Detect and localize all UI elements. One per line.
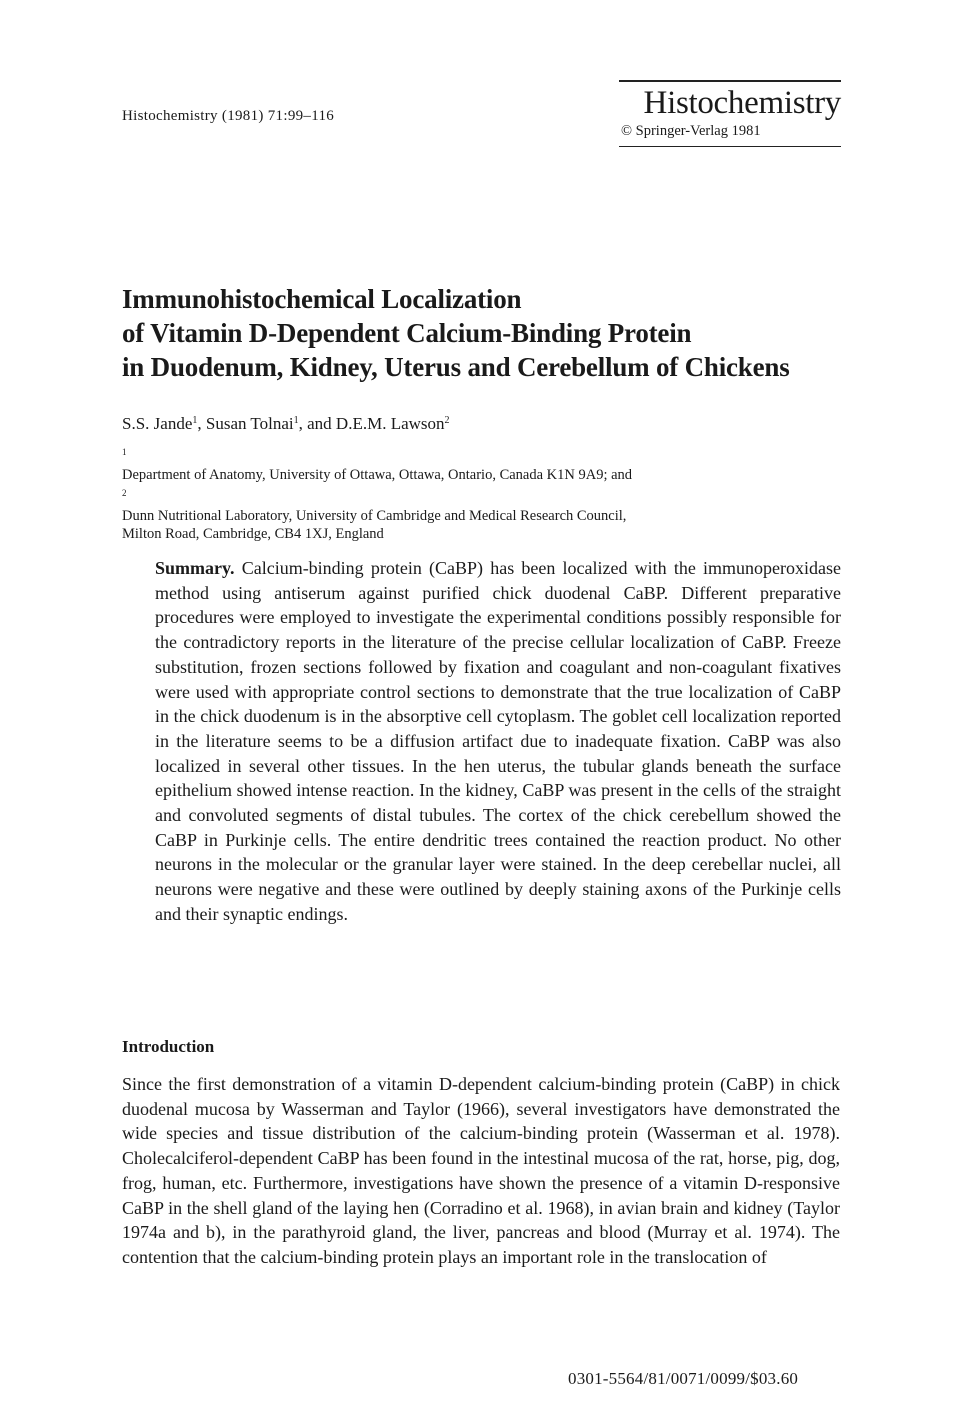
- author-name: D.E.M. Lawson: [335, 414, 445, 433]
- author-name: S.S. Jande: [122, 414, 193, 433]
- summary-text: Calcium-binding protein (CaBP) has been localized with the immunoperoxidase method using antiserum against purified chick duodenal CaBP. Different preparative procedures were employed to investigate the experimental conditions possibly responsible for the contradictory reports in the literature of the precise cellular localization of CaBP. Freeze substitution, frozen sections followed by fixation and coagulant and non-coagulant fixatives were used with appropriate control sections to demonstrate that the true localization of CaBP in the chick duodenum is in the absorptive cell cytoplasm. The goblet cell localization reported in the literature seems to be a diffusion artifact due to inadequate fixation. CaBP was also localized in several other tissues. In the hen uterus, the tubular glands beneath the surface epithelium showed intense reaction. In the kidney, CaBP was present in the cells of the straight and convoluted segments of distal tubules. The cortex of the chick cerebellum showed the CaBP in Purkinje cells. The entire dendritic trees contained the reaction product. No other neurons in the molecular or the granular layer were stained. In the deep cerebellar nuclei, all neurons were negative and these were outlined by deeply staining axons of the Purkinje cells and their synaptic endings.: [155, 558, 841, 924]
- author-separator: ,: [197, 414, 206, 433]
- title-line: in Duodenum, Kidney, Uterus and Cerebellum of Chickens: [122, 352, 790, 382]
- affiliation-mark: 1: [122, 447, 127, 457]
- journal-citation: Histochemistry (1981) 71:99–116: [122, 108, 335, 124]
- affiliation-text: Department of Anatomy, University of Ottawa, Ottawa, Ontario, Canada K1N 9A9; and: [122, 466, 633, 483]
- publisher-copyright: © Springer-Verlag 1981: [621, 123, 761, 139]
- summary-label: Summary.: [155, 558, 235, 578]
- affiliation-line: [122, 525, 842, 544]
- masthead-top-rule: [619, 80, 841, 82]
- introduction-paragraph: Since the first demonstration of a vitamin D-dependent calcium-binding protein (CaBP) in chick duodenal mucosa by Wasserman and Taylor (1966), several investigators have demonstrated the wide species and tissue distribution of the calcium-binding protein (Wasserman et al. 1978). Cholecalciferol-dependent CaBP has been found in the intestinal mucosa of the rat, horse, pig, dog, frog, human, etc. Furthermore, investigations have shown the presence of a vitamin D-responsive CaBP in the shell gland of the laying hen (Corradino et al. 1968), in avian brain and kidney (Taylor 1974a and b), in the parathyroid gland, the liver, pancreas and blood (Murray et al. 1974). The contention that the calcium-binding protein plays an important role in the translocation of: [122, 1074, 840, 1267]
- affiliation-mark: 2: [122, 488, 127, 498]
- issn-code: 0301-5564/81/0071/0099/$03.60: [568, 1369, 799, 1388]
- affiliation-text: Milton Road, Cambridge, CB4 1XJ, England: [122, 526, 384, 542]
- masthead-bottom-rule: [619, 146, 841, 147]
- journal-masthead: [619, 80, 841, 147]
- affiliation-line: [122, 443, 842, 484]
- title-line: of Vitamin D-Dependent Calcium-Binding Protein: [122, 318, 692, 348]
- affiliation-line: [122, 484, 842, 525]
- author-affiliation-mark: 1: [293, 415, 299, 426]
- author-affiliation-mark: 2: [444, 415, 450, 426]
- section-heading-introduction: Introduction: [122, 1037, 215, 1056]
- journal-name: Histochemistry: [643, 85, 841, 121]
- author-list: [122, 414, 450, 434]
- affiliation-text: Dunn Nutritional Laboratory, University of Cambridge and Medical Research Council,: [122, 507, 627, 524]
- article-title: [122, 282, 862, 384]
- author-name: Susan Tolnai: [205, 414, 294, 433]
- author-separator: , and: [298, 414, 336, 433]
- affiliation-list: [122, 443, 842, 544]
- summary-paragraph: [155, 556, 841, 927]
- title-line: Immunohistochemical Localization: [122, 284, 522, 314]
- author-affiliation-mark: 1: [192, 415, 198, 426]
